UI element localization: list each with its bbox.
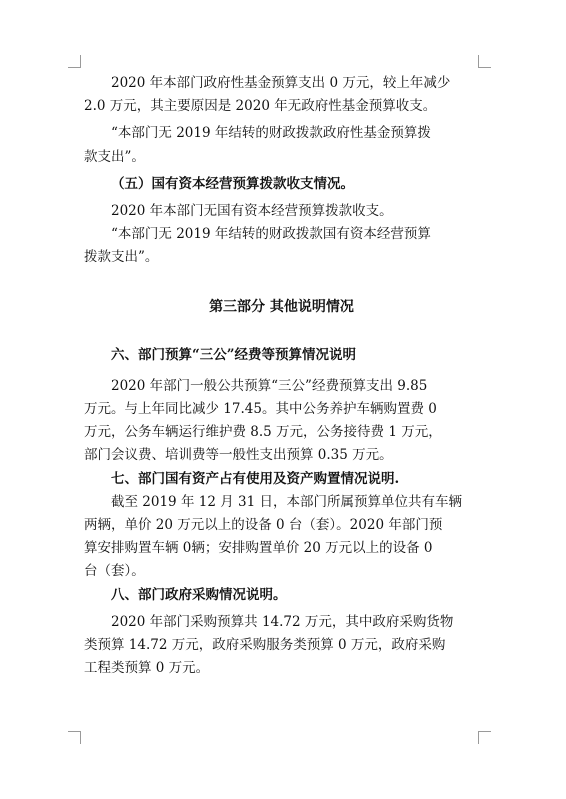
corner-crop-mark	[68, 55, 81, 68]
corner-crop-mark	[68, 731, 81, 744]
paragraph-line: 部门会议费、培训费等一般性支出预算 0.35 万元。	[84, 447, 393, 464]
corner-crop-mark	[478, 55, 491, 68]
paragraph-line: 工程类预算 0 万元。	[84, 660, 210, 677]
paragraph-line: 拨款支出”。	[84, 249, 159, 266]
subsection-heading: 六、部门预算“三公”经费等预算情况说明	[111, 346, 357, 363]
subsection-heading: （五）国有资本经营预算拨款收支情况。	[111, 175, 354, 192]
section-title: 第三部分 其他说明情况	[209, 298, 354, 315]
subsection-heading: 八、部门政府采购情况说明。	[111, 586, 287, 603]
paragraph-line: 截至 2019 年 12 月 31 日，本部门所属预算单位共有车辆	[111, 493, 462, 510]
paragraph-line: 算安排购置车辆 0辆；安排购置单价 20 万元以上的设备 0	[84, 540, 433, 557]
paragraph-line: 2020 年本部门无国有资本经营预算拨款收支。	[111, 203, 393, 220]
paragraph-line: 款支出”。	[84, 148, 145, 165]
paragraph-line: 类预算 14.72 万元，政府采购服务类预算 0 万元，政府采购	[84, 637, 446, 654]
paragraph-line: 2.0 万元，其主要原因是 2020 年无政府性基金预算收支。	[84, 98, 437, 115]
paragraph-line: 万元。与上年同比减少 17.45。其中公务养护车辆购置费 0	[84, 401, 437, 418]
corner-crop-mark	[478, 731, 491, 744]
paragraph-line: “本部门无 2019 年结转的财政拨款国有资本经营预算	[111, 226, 431, 243]
paragraph-line: 万元，公务车辆运行维护费 8.5 万元，公务接待费 1 万元，	[84, 424, 442, 441]
subsection-heading: 七、部门国有资产占有使用及资产购置情况说明.	[111, 470, 400, 487]
paragraph-line: 台（套）。	[84, 563, 145, 580]
document-body	[84, 72, 479, 680]
paragraph-line: 2020 年部门采购预算共 14.72 万元，其中政府采购货物	[111, 613, 454, 630]
paragraph-line: 2020 年本部门政府性基金预算支出 0 万元，较上年减少	[111, 75, 451, 91]
paragraph-line: 2020 年部门一般公共预算“三公”经费预算支出 9.85	[111, 377, 428, 394]
paragraph-line: 两辆，单价 20 万元以上的设备 0 台（套）。2020 年部门预	[84, 517, 443, 534]
paragraph-line: “本部门无 2019 年结转的财政拨款政府性基金预算拨	[111, 125, 431, 142]
